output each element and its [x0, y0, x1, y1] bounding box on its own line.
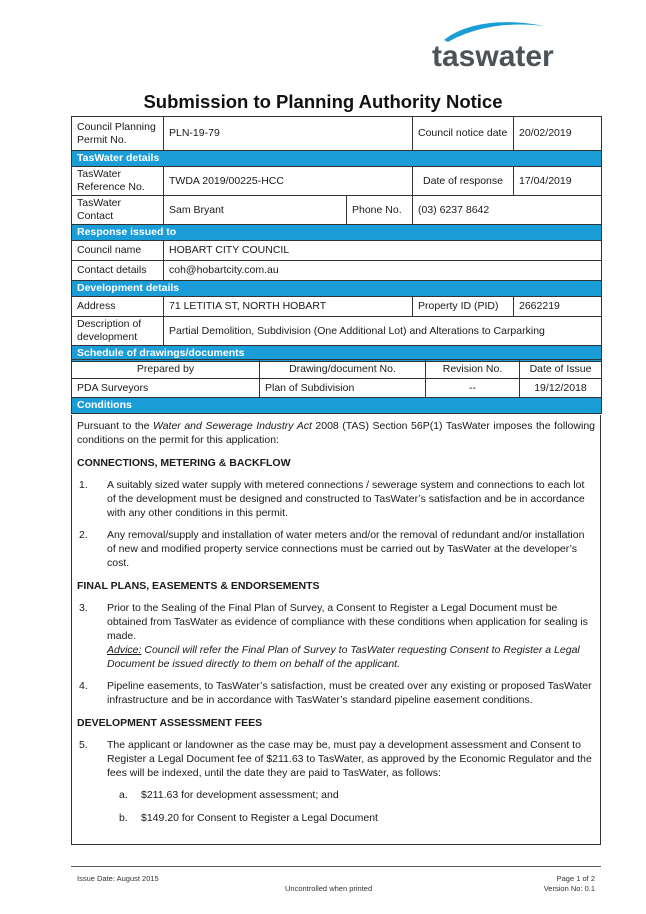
- logo-text-prefix: tas: [432, 40, 476, 73]
- schedule-header: Prepared by: [72, 360, 260, 379]
- council-name-label: Council name: [72, 241, 164, 261]
- page-title: Submission to Planning Authority Notice: [143, 91, 503, 112]
- section-schedule: Schedule of drawings/documents: [72, 346, 602, 362]
- contact-details-label: Contact details: [72, 261, 164, 281]
- ref-value: TWDA 2019/00225-HCC: [164, 167, 413, 196]
- condition-5: 5. The applicant or landowner as the case may be, must pay a development assessment and Consent to Register a Legal Document fee of $211.63 to TasWater, as approved by the Economic Regulator and the fees will be indexed, until the date they are paid to TasWater, as follows:: [79, 739, 592, 779]
- phone-value: (03) 6237 8642: [413, 196, 602, 225]
- heading-fees: DEVELOPMENT ASSESSMENT FEES: [77, 717, 263, 729]
- conditions-intro: Pursuant to the Water and Sewerage Industry Act 2008 (TAS) Section 56P(1) TasWater imposes the following conditions on the permit for this application:: [77, 420, 595, 446]
- section-conditions: Conditions: [72, 398, 602, 414]
- condition-5b: b. $149.20 for Consent to Register a Legal Document: [119, 812, 378, 824]
- permit-label: Council Planning Permit No.: [72, 117, 164, 151]
- condition-5a: a. $211.63 for development assessment; and: [119, 789, 339, 801]
- description-value: Partial Demolition, Subdivision (One Additional Lot) and Alterations to Carparking: [164, 317, 602, 346]
- footer-page: Page 1 of 2: [556, 874, 595, 883]
- notice-date-label: Council notice date: [413, 117, 514, 151]
- response-date-value: 17/04/2019: [514, 167, 602, 196]
- details-table: [71, 116, 602, 362]
- notice-date-value: 20/02/2019: [514, 117, 602, 151]
- contact-value: Sam Bryant: [164, 196, 347, 225]
- section-development-details: Development details: [72, 281, 602, 297]
- contact-label: TasWater Contact: [72, 196, 164, 225]
- act-name: Water and Sewerage Industry Act: [152, 420, 312, 432]
- council-name-value: HOBART CITY COUNCIL: [164, 241, 602, 261]
- logo-text-suffix: water: [475, 40, 554, 73]
- description-label: Description of development: [72, 317, 164, 346]
- schedule-header: Date of Issue: [520, 360, 602, 379]
- contact-details-value: coh@hobartcity.com.au: [164, 261, 602, 281]
- conditions-body: [71, 415, 601, 845]
- permit-value: PLN-19-79: [164, 117, 413, 151]
- schedule-cell: --: [426, 379, 520, 398]
- condition-2: 2. Any removal/supply and installation of water meters and/or the removal of redundant and/or installation of new and modified property service connections must be carried out by TasWater at the developer’s cost.: [79, 529, 585, 569]
- pid-label: Property ID (PID): [413, 297, 514, 317]
- ref-label: TasWater Reference No.: [72, 167, 164, 196]
- footer-issue-date: Issue Date: August 2015: [77, 874, 159, 883]
- section-response-issued-to: Response issued to: [72, 225, 602, 241]
- phone-label: Phone No.: [347, 196, 413, 225]
- condition-3: 3. Prior to the Sealing of the Final Plan of Survey, a Consent to Register a Legal Document must be obtained from TasWater as evidence of compliance with these conditions when application for sealing is made. Advice: Council will refer the Final Plan of Survey to TasWater requesting Consent to Register a Legal Document be issued directly to them on behalf of the applicant.: [77, 601, 595, 671]
- schedule-cell: Plan of Subdivision: [260, 379, 426, 398]
- pid-value: 2662219: [514, 297, 602, 317]
- schedule-header: Drawing/document No.: [260, 360, 426, 379]
- heading-final-plans: FINAL PLANS, EASEMENTS & ENDORSEMENTS: [77, 580, 320, 592]
- condition-3-advice: Advice: Council will refer the Final Plan of Survey to TasWater requesting Consent to Register a Legal Document be issued directly to them on behalf of the applicant.: [107, 644, 580, 670]
- schedule-cell: 19/12/2018: [520, 379, 602, 398]
- footer-uncontrolled: Uncontrolled when printed: [285, 884, 373, 893]
- address-value: 71 LETITIA ST, NORTH HOBART: [164, 297, 413, 317]
- heading-connections: CONNECTIONS, METERING & BACKFLOW: [77, 457, 291, 469]
- address-label: Address: [72, 297, 164, 317]
- response-date-label: Date of response: [413, 167, 514, 196]
- condition-4: 4. Pipeline easements, to TasWater’s satisfaction, must be created over any existing or proposed TasWater infrastructure and be in accordance with TasWater’s standard pipeline easement conditions.: [79, 680, 592, 706]
- footer-version: Version No: 0.1: [543, 884, 595, 893]
- table-row: [72, 379, 602, 398]
- section-taswater-details: TasWater details: [72, 151, 602, 167]
- schedule-table: [71, 359, 602, 414]
- schedule-cell: PDA Surveyors: [72, 379, 260, 398]
- schedule-header: Revision No.: [426, 360, 520, 379]
- logo-wordmark: [432, 40, 554, 74]
- condition-1: 1. A suitably sized water supply with metered connections / sewerage system and connections to each lot of the development must be designed and constructed to TasWater’s satisfaction and be in accordance with any other conditions in this permit.: [79, 479, 585, 519]
- taswater-logo: [426, 16, 566, 78]
- footer-divider: [71, 866, 601, 867]
